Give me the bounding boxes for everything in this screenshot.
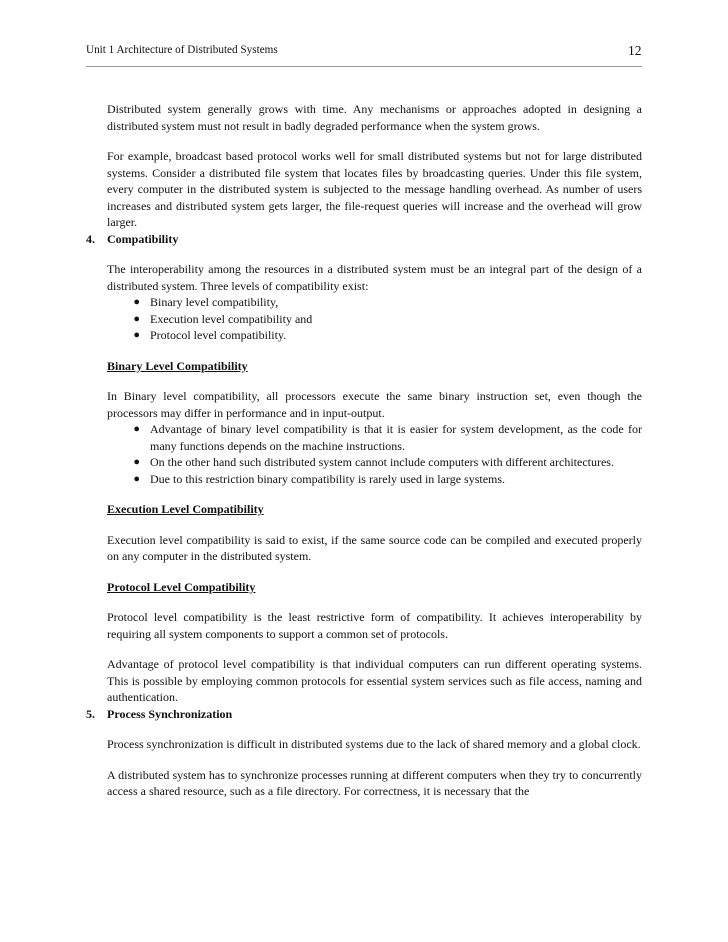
subheading-execution-level: Execution Level Compatibility [107, 502, 264, 516]
section-heading-process-synchronization [86, 706, 642, 723]
subheading-protocol-level: Protocol Level Compatibility [107, 579, 256, 594]
bullet-icon: ● [133, 329, 140, 341]
list-item-text: Protocol level compatibility. [150, 328, 287, 342]
bullet-icon: ● [133, 296, 140, 308]
protocol-level-paragraph-2: Advantage of protocol level compatibility is that individual computers can run different operating systems. This is possible by employing common protocols for essential system services such as file access, naming and authentication. [107, 657, 642, 704]
section-title: Process Synchronization [107, 706, 233, 721]
list-item [107, 454, 642, 471]
section-number: 4. [86, 231, 95, 246]
page-number: 12 [628, 43, 642, 58]
subheading-binary-level: Binary Level Compatibility [107, 358, 248, 373]
list-item [107, 311, 642, 328]
header-divider [86, 66, 642, 67]
bullet-icon: ● [133, 456, 140, 468]
list-item [107, 421, 642, 454]
list-item-text: Binary level compatibility, [150, 295, 279, 309]
execution-level-paragraph: Execution level compatibility is said to exist, if the same source code can be compiled and executed properly on any computer in the distributed system. [107, 532, 642, 563]
list-item [107, 294, 642, 311]
section-title: Compatibility [107, 231, 179, 246]
list-item [107, 471, 642, 488]
binary-level-paragraph: In Binary level compatibility, all processors execute the same binary instruction set, even though the processors may differ in performance and in input-output. [107, 389, 642, 420]
page-body [86, 101, 642, 800]
protocol-level-paragraph-1: Protocol level compatibility is the least restrictive form of compatibility. It achieves interoperability by requiring all system components to support a common set of protocols. [107, 610, 642, 641]
list-item-text: Due to this restriction binary compatibility is rarely used in large systems. [150, 471, 506, 486]
section-number: 5. [86, 706, 95, 721]
scalability-paragraph-2: For example, broadcast based protocol works well for small distributed systems but not for large distributed systems. Consider a distributed file system that locates files by broadcasting queries. Under this file system, every computer in the distributed system is subjected to the message handling overhead. As number of users increases and distributed system gets larger, the file-request queries will increase and the overhead will grow larger. [107, 149, 642, 229]
running-header-title: Unit 1 Architecture of Distributed Systems [86, 44, 278, 56]
section-heading-compatibility [86, 231, 642, 248]
process-sync-paragraph-2: A distributed system has to synchronize processes running at different computers when they try to concurrently access a shared resource, such as a file directory. For correctness, it is necessary that the [107, 767, 642, 798]
list-item-text: Advantage of binary level compatibility is that it is easier for system development, as the code for many functions depends on the machine instructions. [150, 422, 642, 453]
list-item [107, 327, 642, 344]
binary-level-points [107, 421, 642, 487]
compatibility-intro: The interoperability among the resources in a distributed system must be an integral part of the design of a distributed system. Three levels of compatibility exist: [107, 262, 642, 293]
list-item-text: Execution level compatibility and [150, 311, 313, 326]
process-sync-paragraph-1: Process synchronization is difficult in distributed systems due to the lack of shared memory and a global clock. [107, 737, 641, 751]
bullet-icon: ● [133, 312, 140, 325]
list-item-text: On the other hand such distributed system cannot include computers with different architectures. [150, 455, 614, 469]
scalability-paragraph-1: Distributed system generally grows with time. Any mechanisms or approaches adopted in designing a distributed system must not result in badly degraded performance when the system grows. [107, 102, 642, 133]
bullet-icon: ● [133, 472, 140, 485]
bullet-icon: ● [133, 423, 140, 435]
compatibility-levels-list [107, 294, 642, 344]
